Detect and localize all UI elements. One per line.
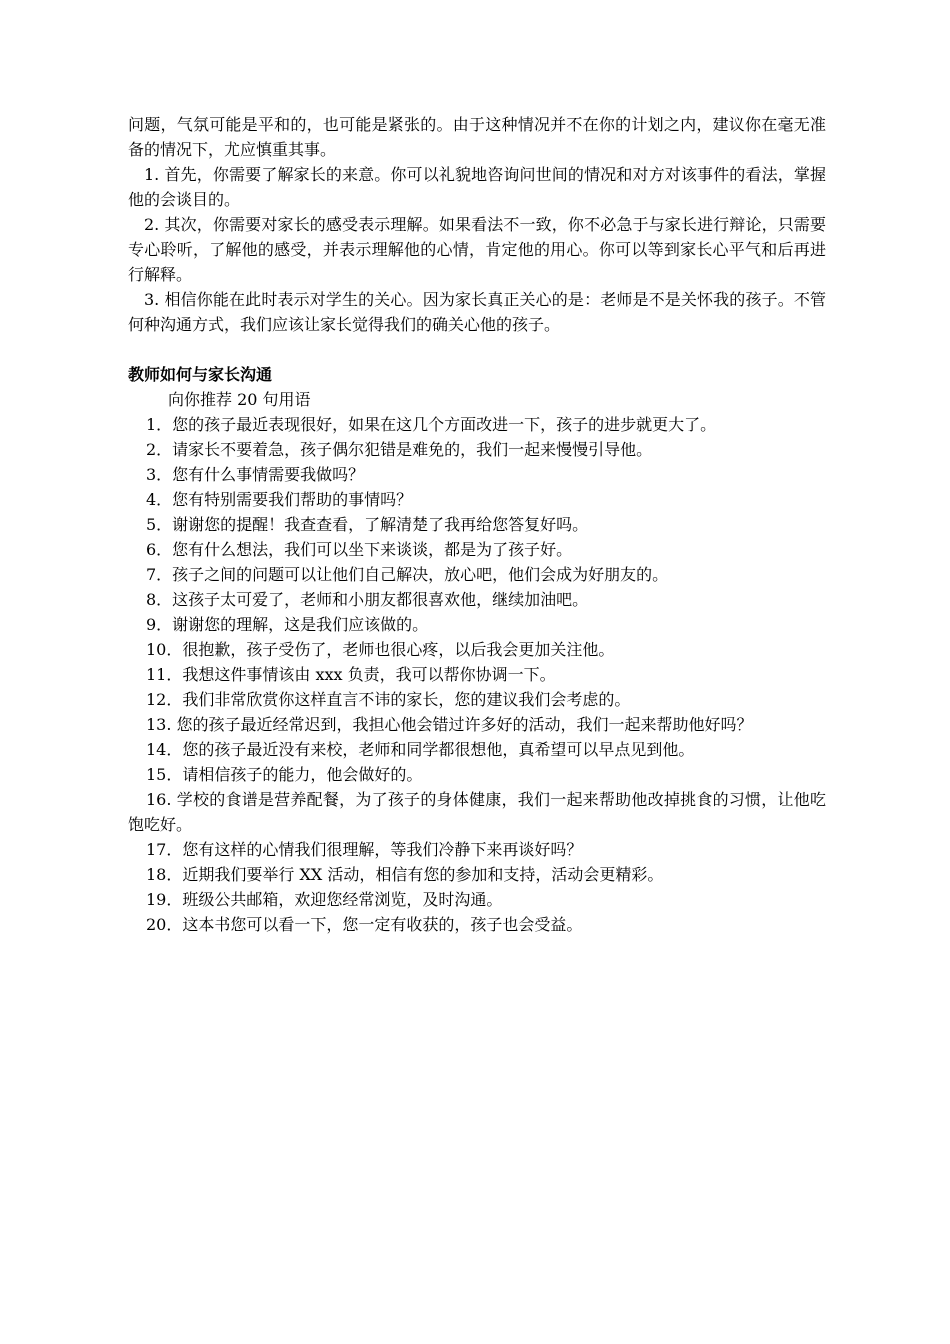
phrase-item-20: 20．这本书您可以看一下，您一定有收获的，孩子也会受益。 — [146, 915, 583, 934]
phrase-item-11: 11．我想这件事情该由 xxx 负责，我可以帮你协调一下。 — [146, 665, 556, 684]
phrase-list — [128, 412, 826, 937]
phrase-item-2: 2．请家长不要着急，孩子偶尔犯错是难免的，我们一起来慢慢引导他。 — [146, 440, 653, 459]
phrase-item-7: 7．孩子之间的问题可以让他们自己解决，放心吧，他们会成为好朋友的。 — [146, 565, 669, 584]
phrase-item-10: 10．很抱歉，孩子受伤了，老师也很心疼，以后我会更加关注他。 — [146, 640, 615, 659]
document-body — [128, 112, 826, 937]
phrase-item-16: 16. 学校的食谱是营养配餐，为了孩子的身体健康，我们一起来帮助他改掉挑食的习惯，让他吃饱吃好。 — [128, 790, 826, 834]
intro-paragraph: 问题，气氛可能是平和的，也可能是紧张的。由于这种情况并不在你的计划之内，建议你在毫无准备的情况下，尤应慎重其事。 — [128, 115, 826, 159]
phrase-item-3: 3．您有什么事情需要我做吗？ — [146, 465, 365, 484]
phrase-item-6: 6．您有什么想法，我们可以坐下来谈谈，都是为了孩子好。 — [146, 540, 573, 559]
section-title: 教师如何与家长沟通 — [128, 365, 273, 384]
phrase-item-15: 15．请相信孩子的能力，他会做好的。 — [146, 765, 423, 784]
section-subtitle: 向你推荐 20 句用语 — [168, 390, 311, 409]
phrase-item-12: 12．我们非常欣赏你这样直言不讳的家长，您的建议我们会考虑的。 — [146, 690, 631, 709]
intro-point-2: 2. 其次，你需要对家长的感受表示理解。如果看法不一致，你不必急于与家长进行辩论，只需要专心聆听，了解他的感受，并表示理解他的心情，肯定他的用心。你可以等到家长心平气和后再进行解释。 — [128, 215, 826, 284]
phrase-item-5: 5．谢谢您的提醒！我查查看，了解清楚了我再给您答复好吗。 — [146, 515, 589, 534]
phrase-item-8: 8．这孩子太可爱了，老师和小朋友都很喜欢他，继续加油吧。 — [146, 590, 589, 609]
phrase-item-13: 13. 您的孩子最近经常迟到，我担心他会错过许多好的活动，我们一起来帮助他好吗？ — [146, 715, 753, 734]
intro-point-1: 1. 首先，你需要了解家长的来意。你可以礼貌地咨询问世间的情况和对方对该事件的看法，掌握他的会谈目的。 — [128, 165, 826, 209]
phrase-item-14: 14．您的孩子最近没有来校，老师和同学都很想他，真希望可以早点见到他。 — [146, 740, 695, 759]
phrase-item-19: 19．班级公共邮箱，欢迎您经常浏览，及时沟通。 — [146, 890, 503, 909]
phrase-item-9: 9．谢谢您的理解，这是我们应该做的。 — [146, 615, 429, 634]
intro-point-3: 3. 相信你能在此时表示对学生的关心。因为家长真正关心的是：老师是不是关怀我的孩子。不管何种沟通方式，我们应该让家长觉得我们的确关心他的孩子。 — [128, 290, 826, 334]
section-spacer — [128, 337, 826, 362]
phrase-item-18: 18．近期我们要举行 XX 活动，相信有您的参加和支持，活动会更精彩。 — [146, 865, 664, 884]
phrase-item-1: 1．您的孩子最近表现很好，如果在这几个方面改进一下，孩子的进步就更大了。 — [146, 415, 717, 434]
phrase-item-4: 4．您有特别需要我们帮助的事情吗？ — [146, 490, 413, 509]
phrase-item-17: 17．您有这样的心情我们很理解，等我们冷静下来再谈好吗？ — [146, 840, 583, 859]
